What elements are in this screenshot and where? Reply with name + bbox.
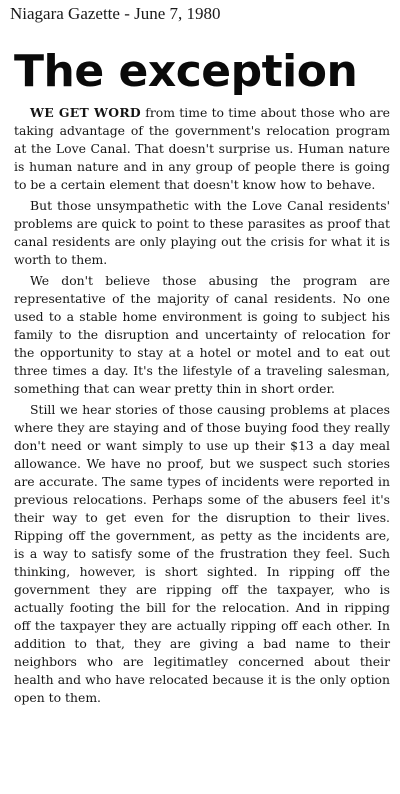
paragraph-text: from time to time about those who are taking advantage of the government's relocation program at the Love Canal. That doesn't surprise us. Human nature is human nature and in any group of people there is going to be a certain element that doesn't know how to behave. <box>14 105 390 192</box>
headline: The exception <box>14 46 358 97</box>
paragraph-2: But those unsympathetic with the Love Canal residents' problems are quick to point to these parasites as proof that canal residents are only playing out the crisis for what it is worth to them. <box>14 198 390 267</box>
paragraph-1 <box>14 104 390 194</box>
article-body <box>14 104 390 710</box>
paragraph-3: We don't believe those abusing the program are representative of the majority of canal residents. No one used to a stable home environment is going to subject his family to the disruption and uncertainty of relocation for the opportunity to stay at a hotel or motel and to eat out three times a day. It's the lifestyle of a traveling salesman, something that can wear pretty thin in short order. <box>14 273 390 396</box>
paragraph-4: Still we hear stories of those causing problems at places where they are staying and of those buying food they really don't need or want simply to use up their $13 a day meal allowance. We have no proof, but we suspect such stories are accurate. The same types of incidents were reported in previous relocations. Perhaps some of the abusers feel it's their way to get even for the disruption to their lives. Ripping off the government, as petty as the incidents are, is a way to satisfy some of the frustration they feel. Such thinking, however, is short sighted. In ripping off the government they are ripping off the taxpayer, who is actually footing the bill for the relocation. And in ripping off the taxpayer they are actually ripping off each other. In addition to that, they are giving a bad name to their neighbors who are legitimatley concerned about their health and who have relocated because it is the only option open to them. <box>14 402 390 705</box>
paragraph-lead-in: WE GET WORD <box>30 105 141 120</box>
source-line: Niagara Gazette - June 7, 1980 <box>10 4 221 23</box>
